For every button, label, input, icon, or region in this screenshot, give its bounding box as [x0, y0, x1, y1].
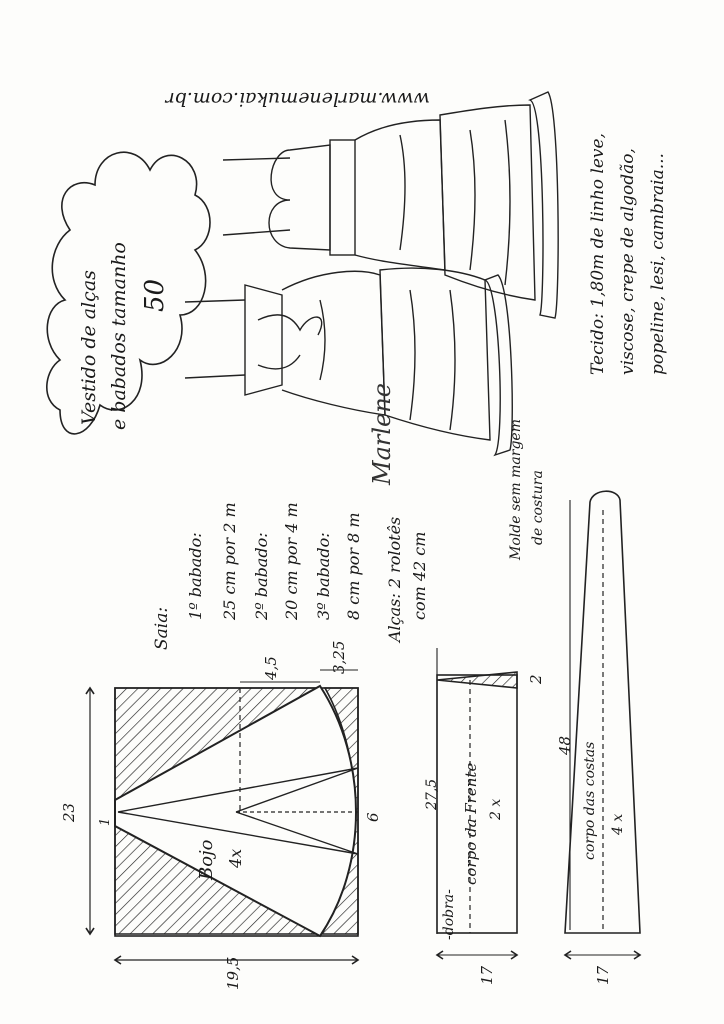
note-line-1: Molde sem margem — [508, 419, 524, 560]
front-width: 17 — [478, 965, 496, 985]
bojo-dim-6: 6 — [364, 812, 382, 822]
cuts-row3-label: 3º babado: — [314, 532, 333, 620]
cuts-heading: Saia: — [152, 606, 172, 650]
front-fold: -dobra- — [441, 889, 457, 940]
bojo-dim-width: 23 — [60, 802, 78, 822]
website-text: www.marlenemukai.com.br — [165, 88, 430, 110]
fabric-line-1: Tecido: 1,80m de linho leve, — [588, 133, 608, 375]
back-width: 17 — [594, 965, 612, 985]
fabric-line-2: viscose, crepe de algodão, — [618, 148, 638, 375]
title-size: 50 — [140, 278, 170, 312]
front-length: 27,5 — [424, 778, 440, 810]
dress-sketch-2 — [185, 268, 512, 455]
front-corner: 2 — [527, 674, 545, 684]
back-pattern — [565, 491, 640, 959]
back-count: 4 x — [610, 813, 626, 835]
signature: Marlene — [368, 383, 396, 485]
note-line-2: de costura — [530, 470, 546, 545]
bojo-count: 4x — [226, 848, 245, 868]
cuts-row1-label: 1º babado: — [186, 532, 205, 620]
title-line-2: e babados tamanho — [108, 242, 130, 430]
front-label: corpo da Frente — [462, 762, 480, 885]
cuts-row2-value: 20 cm por 4 m — [282, 502, 301, 620]
cuts-row3-value: 8 cm por 8 m — [344, 512, 363, 620]
bojo-dim-3-25: 3,25 — [330, 640, 348, 674]
straps-label: Alças: 2 rolotês — [385, 516, 404, 642]
fabric-line-3: popeline, lesi, cambraia... — [648, 153, 668, 375]
cuts-row2-label: 2º babado: — [252, 532, 271, 620]
bojo-dim-height: 19,5 — [224, 956, 242, 990]
dress-sketch-1 — [223, 92, 558, 318]
straps-value: com 42 cm — [410, 531, 429, 620]
bojo-dim-4-5: 4,5 — [262, 656, 280, 680]
bojo-label: Bojo — [196, 839, 217, 880]
bojo-dim-top: 1 — [98, 817, 113, 826]
cuts-row1-value: 25 cm por 2 m — [220, 502, 239, 620]
back-label: corpo das costas — [582, 741, 598, 860]
bojo-pattern — [86, 670, 358, 964]
title-line-1: Vestido de alças — [78, 270, 100, 425]
back-length: 48 — [556, 735, 574, 755]
front-count: 2 x — [488, 798, 504, 820]
